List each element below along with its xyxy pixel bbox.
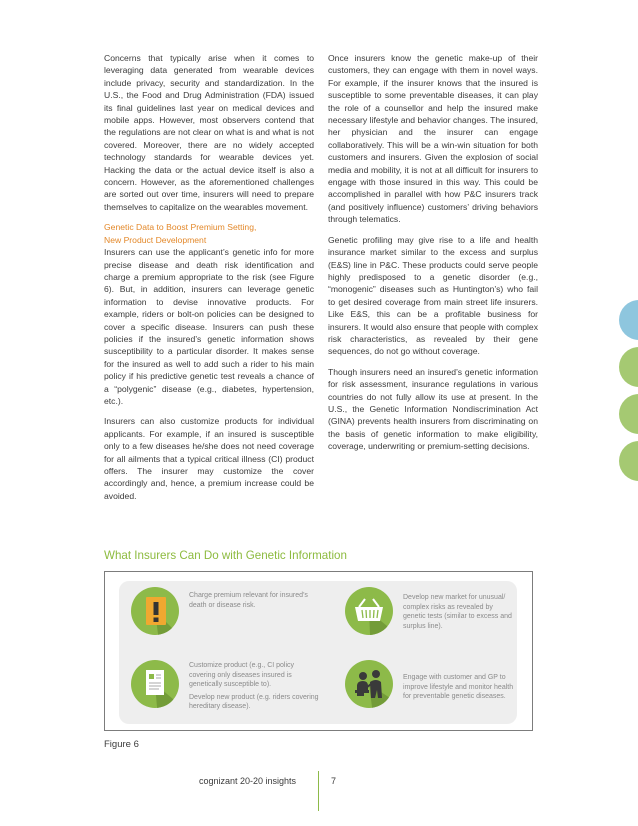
figure-caption: Figure 6	[104, 739, 139, 750]
section-heading	[104, 221, 314, 246]
intro-paragraph: Concerns that typically arise when it comes to leveraging data generated from wearable devices include privacy, security and standardization. In the U.S., the Food and Drug Administration (FDA) issued its final guidelines last year on medical devices and mobile apps. However, most observers contend that the regulations are not clear on what is and what is not covered. Moreover, there are no widely accepted technology standards for wearable devices yet. Hacking the data or the actual device itself is also a concern. However, as the aforementioned challenges are sorted out over time, insurers will need to prepare themselves to capitalize on the wearables movement.	[104, 53, 314, 212]
figure-panel	[119, 581, 517, 724]
footer-divider	[318, 771, 319, 811]
basket-icon	[345, 587, 393, 635]
paragraph-customize: Insurers can also customize products for individual applicants. For example, if an insured is susceptible only to a few diseases he/she does not need coverage for all ailments that a typical critical illness (CI) product offers. The insurer may customize the cover accordingly and, hence, a premium increase could be avoided.	[104, 416, 314, 501]
side-tab-dot-green-2	[619, 394, 638, 434]
side-tab-dot-green-1	[619, 347, 638, 387]
item-new-market-text: Develop new market for unusual/ complex risks as revealed by genetic tests (similar to excess and surplus line).	[403, 594, 512, 630]
footer-publication: cognizant 20-20 insights	[199, 776, 297, 786]
item-new-market	[403, 593, 515, 631]
item-new-product-text: Develop new product (e.g. riders covering hereditary disease).	[189, 693, 319, 711]
item-engage-customer	[403, 673, 517, 702]
paragraph-genetic-info: Insurers can use the applicant’s genetic info for more precise disease and death risk identification and charge a premium appropriate to the risk (see Figure 6). But, in addition, insurers can leverage genetic information to devise innovative products. For example, riders or bolt-on policies can be designed to cover a specific disease. Insurers can push these policies if the insured’s genetic information shows susceptibility to a particular disorder. It makes sense for the insured as well to add such a rider to his main policy if his predictive genetic test reveals a chance of a “polygenic” disease (e.g., diabetes, hypertension, etc.).	[104, 247, 314, 406]
figure-title: What Insurers Can Do with Genetic Information	[104, 549, 347, 562]
paragraph-regulation: Though insurers need an insured’s genetic information for risk assessment, insurance regulations in various countries do not fully allow its use at present. In the U.S., the Genetic Information Nondiscrimination Act (GINA) prevents health insurers from discriminating on the basis of genetic information to make eligibility, coverage, underwriting or premium-setting decisions.	[328, 366, 538, 452]
item-charge-premium	[189, 591, 321, 610]
figure-box	[104, 571, 533, 731]
warning-icon	[131, 587, 179, 635]
doctor-patient-icon	[345, 660, 393, 708]
right-column	[328, 52, 538, 461]
paragraph-profiling: Genetic profiling may give rise to a life and health insurance market similar to the excess and surplus (E&S) line in P&C. These products could serve people highly predisposed to a genetic disorder (e.g., “monogenic” diseases such as Huntington’s) who fail to get desired coverage from main street life insurers. Like E&S, this can be a profitable business for insurers. It would also ensure that people with complex risk characteristics, as revealed by their gene sequences, do not go without coverage.	[328, 234, 538, 357]
item-engage-customer-text: Engage with customer and GP to improve lifestyle and monitor health for preventable genetic diseases.	[403, 674, 514, 701]
item-charge-premium-text: Charge premium relevant for insured’s death or disease risk.	[189, 592, 308, 609]
item-customize-product	[189, 661, 319, 712]
side-tab-dot-blue	[619, 300, 638, 340]
document-icon	[131, 660, 179, 708]
paragraph-engage: Once insurers know the genetic make-up of their customers, they can engage with them in novel ways. For example, if the insurer knows that the insured is susceptible to some preventable diseases, it can play the role of a counsellor and help the insured make necessary lifestyle and behavior changes. The insured, her physician and the insurer can engage collaboratively. This will be a win-win situation for both customers and insurers. Given the explosion of social media and mobility, it is not at all difficult for insurers to engage with those insured in this way. This could be accomplished in parallel with how P&C insurers track (and positively influence) customers’ driving behaviors through telematics.	[328, 53, 538, 225]
section-heading-line1: Genetic Data to Boost Premium Setting,	[104, 222, 257, 233]
side-tab-dot-green-3	[619, 441, 638, 481]
page-number: 7	[331, 776, 337, 786]
item-customize-product-text: Customize product (e.g., CI policy covering only diseases insured is genetically susceptible to).	[189, 662, 295, 689]
section-heading-line2: New Product Development	[104, 234, 207, 245]
left-column	[104, 52, 314, 510]
